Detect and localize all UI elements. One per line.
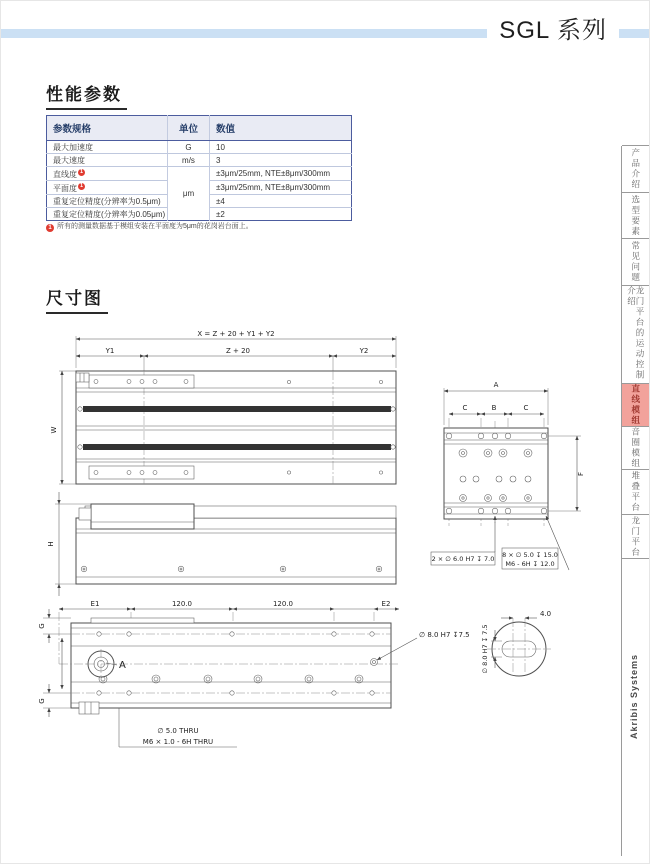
tab-gantry-platform[interactable] (622, 515, 649, 559)
tab-voice-coil-module[interactable] (622, 427, 649, 470)
param-name: 最大加速度 (47, 141, 168, 154)
param-value: ±3μm/25mm, NTE±8μm/300mm (210, 167, 352, 181)
dim-label-x-total: X = Z + 20 + Y1 + Y2 (197, 330, 275, 338)
side-view-drawing (47, 492, 396, 596)
tap-callout-line1: 8 × ∅ 5.0 ↧ 15.0 (502, 551, 558, 559)
footnote-marker: 1 (79, 182, 84, 189)
tab-label: 直线模组 (630, 384, 641, 426)
dim-label-w: W (50, 426, 58, 434)
dim-label-b: B (491, 404, 497, 412)
param-name: 重复定位精度(分辨率为0.05μm) (47, 208, 168, 221)
param-name: 最大速度 (47, 154, 168, 167)
tab-label: 选型要素 (630, 194, 641, 237)
param-value: 3 (210, 154, 352, 167)
pin-callout-label: 2 × ∅ 6.0 H7 ↧ 7.0 (431, 555, 495, 563)
dim-label-120a: 120.0 (171, 600, 193, 608)
dim-label-y2: Y2 (359, 347, 369, 355)
footnote-badge: 1 (46, 224, 54, 232)
col-header-value: 数值 (210, 116, 352, 141)
dimension-drawings (29, 326, 614, 771)
dim-label-e1: E1 (90, 600, 100, 608)
param-value: 10 (210, 141, 352, 154)
thru-callout-line2: M6 × 1.0 - 6H THRU (142, 738, 214, 746)
table-row (47, 167, 352, 181)
dim-label-e2: E2 (381, 600, 391, 608)
dim-label-g-bottom: G (38, 698, 46, 704)
table-row (47, 154, 352, 167)
col-header-unit: 单位 (168, 116, 210, 141)
thru-callout-line1: ∅ 5.0 THRU (157, 727, 199, 735)
dimensions-heading: 尺寸图 (46, 284, 108, 314)
tab-product-intro[interactable] (622, 145, 649, 193)
dim-label-f: F (577, 471, 585, 477)
param-unit-merged: μm (168, 167, 210, 221)
tab-faq[interactable] (622, 239, 649, 286)
hole-detail-drawing (481, 610, 551, 676)
param-unit: G (168, 141, 210, 154)
tab-stacked-platform[interactable] (622, 470, 649, 515)
tab-gantry-motion-control[interactable] (622, 286, 649, 384)
bottom-view-drawing (38, 600, 470, 747)
param-name: 平面度 1 (47, 181, 168, 195)
dim-label-c1: C (462, 404, 468, 412)
hole-callout-label: ∅ 8.0 H7 ↧7.5 (419, 631, 470, 639)
param-value: ±2 (210, 208, 352, 221)
dim-label-z20: Z + 20 (225, 347, 251, 355)
tab-label: 堆叠平台 (630, 471, 641, 513)
dim-label-a: A (493, 381, 499, 389)
dim-label-g-top: G (38, 623, 46, 629)
brand-vertical-text: Akribis Systems (629, 654, 639, 740)
tab-linear-module[interactable] (622, 384, 649, 427)
param-value: ±4 (210, 195, 352, 208)
tab-label: 龙门平台 (630, 515, 641, 558)
dim-label-h: H (47, 541, 55, 547)
param-name: 重复定位精度(分辨率为0.5μm) (47, 195, 168, 208)
dim-label-120b: 120.0 (272, 600, 294, 608)
tab-selection-factors[interactable] (622, 193, 649, 239)
detail-ref-label: A (119, 660, 126, 671)
col-header-spec: 参数规格 (47, 116, 168, 141)
detail-width-label: 4.0 (540, 610, 552, 618)
top-view-drawing (50, 330, 396, 484)
tab-label: 产品介绍 (630, 148, 641, 190)
param-value: ±3μm/25mm, NTE±8μm/300mm (210, 181, 352, 195)
dim-label-c2: C (523, 404, 529, 412)
table-header-row (47, 116, 352, 141)
sidebar (621, 146, 649, 856)
tab-label: 音圈模组 (630, 427, 641, 469)
tap-callout-line2: M6 - 6H ↧ 12.0 (505, 560, 555, 568)
table-footnote (46, 221, 253, 232)
tab-label: 常见问题 (630, 241, 641, 283)
dim-label-y1: Y1 (105, 347, 115, 355)
footnote-text: 所有的测量数据基于模组安装在平面度为5μm的花岗岩台面上。 (57, 223, 253, 230)
end-view-drawing (431, 381, 585, 570)
detail-dia-label: ∅ 8.0 H7 ↧ 7.5 (481, 624, 489, 674)
param-unit: m/s (168, 154, 210, 167)
tab-label: 龙门平台的运动控制介绍 (626, 286, 645, 381)
performance-table (46, 115, 352, 221)
footnote-marker: 1 (79, 168, 84, 175)
table-row (47, 141, 352, 154)
param-name: 直线度 1 (47, 167, 168, 181)
performance-heading: 性能参数 (46, 80, 127, 110)
page-title: SGL 系列 (487, 16, 619, 46)
